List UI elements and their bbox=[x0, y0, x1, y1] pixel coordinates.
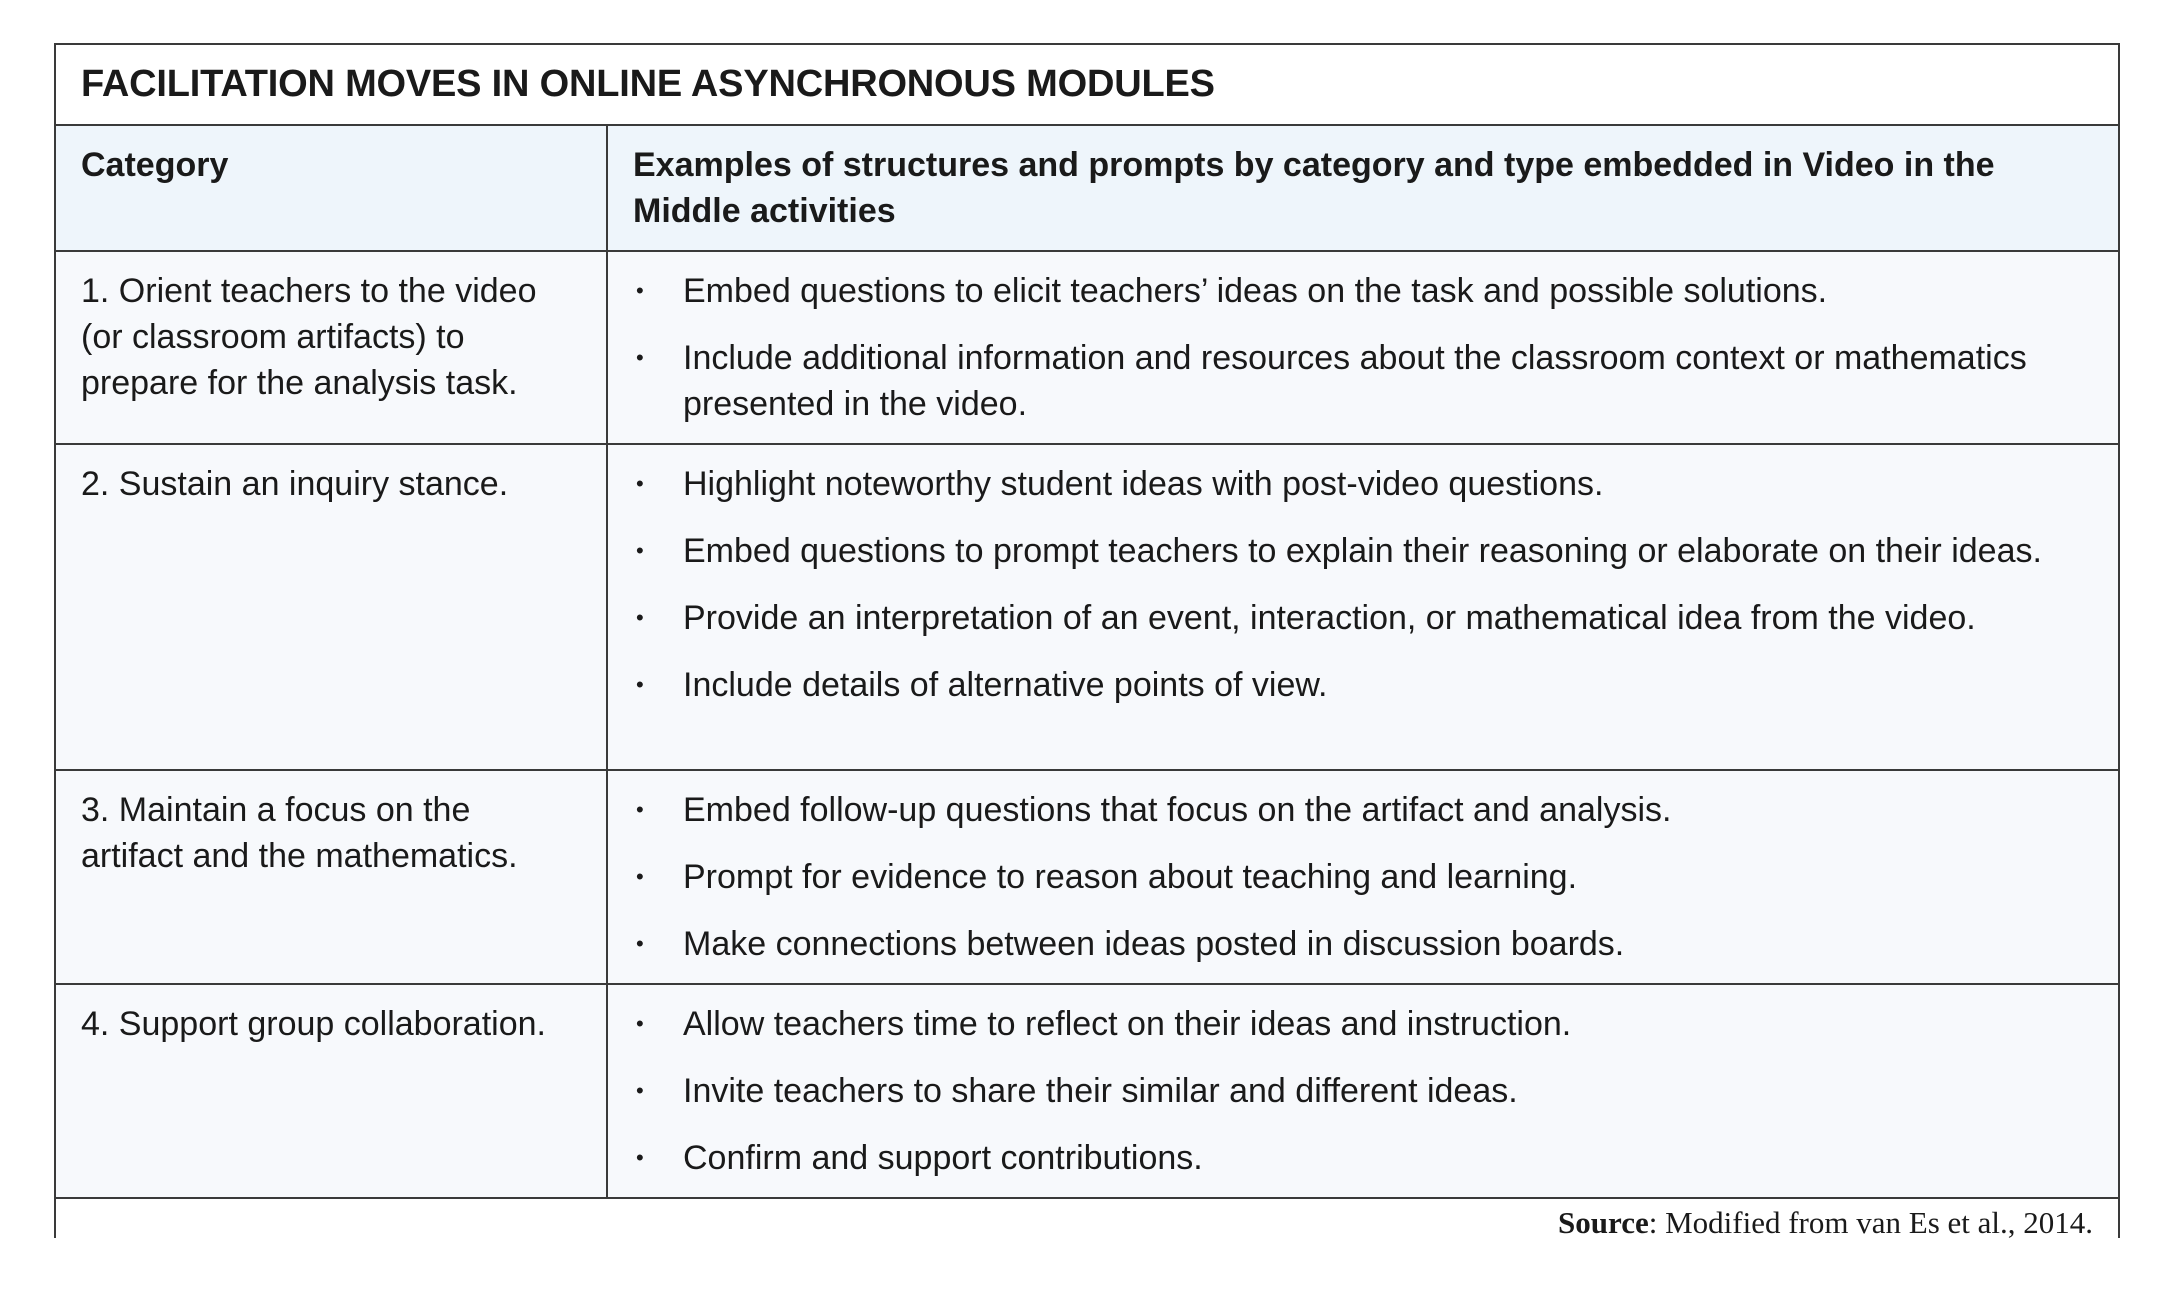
examples-list bbox=[633, 1001, 2098, 1181]
list-item bbox=[633, 461, 2098, 507]
header-category: Category bbox=[56, 126, 607, 251]
source-label: Source bbox=[1558, 1204, 1649, 1240]
list-item bbox=[633, 335, 2098, 427]
bullet-icon: • bbox=[636, 797, 644, 822]
list-item-text: Embed questions to prompt teachers to explain their reasoning or elaborate on their ideas. bbox=[683, 532, 2042, 570]
bullet-icon: • bbox=[636, 931, 644, 956]
bullet-icon: • bbox=[636, 1011, 644, 1036]
bullet-icon: • bbox=[636, 471, 644, 496]
list-item-text: Include details of alternative points of view. bbox=[683, 666, 1328, 704]
list-item bbox=[633, 595, 2098, 641]
list-item-text: Provide an interpretation of an event, interaction, or mathematical idea from the video. bbox=[683, 599, 1976, 637]
source-note bbox=[56, 1199, 2118, 1246]
examples-cell bbox=[607, 770, 2118, 984]
list-item bbox=[633, 662, 2098, 708]
category-cell: 1. Orient teachers to the video (or classroom artifacts) to prepare for the analysis task. bbox=[56, 251, 607, 444]
header-examples: Examples of structures and prompts by category and type embedded in Video in the Middle activities bbox=[607, 126, 2118, 251]
list-item bbox=[633, 787, 2098, 833]
list-item bbox=[633, 268, 2098, 314]
list-item-text: Make connections between ideas posted in discussion boards. bbox=[683, 925, 1625, 963]
bullet-icon: • bbox=[636, 538, 644, 563]
bullet-icon: • bbox=[636, 345, 644, 370]
table-frame bbox=[54, 43, 2120, 1238]
list-item-text: Embed follow-up questions that focus on the artifact and analysis. bbox=[683, 791, 1672, 829]
list-item bbox=[633, 528, 2098, 574]
list-item-text: Embed questions to elicit teachers’ ideas on the task and possible solutions. bbox=[683, 272, 1828, 310]
list-item bbox=[633, 1068, 2098, 1114]
facilitation-table bbox=[56, 126, 2118, 1199]
header-row bbox=[56, 126, 2118, 251]
list-item bbox=[633, 1135, 2098, 1181]
bullet-icon: • bbox=[636, 278, 644, 303]
table-row bbox=[56, 251, 2118, 444]
table-row bbox=[56, 444, 2118, 770]
source-text: : Modified from van Es et al., 2014. bbox=[1648, 1204, 2093, 1240]
table-title: FACILITATION MOVES IN ONLINE ASYNCHRONOUS MODULES bbox=[56, 45, 2118, 126]
category-cell: 2. Sustain an inquiry stance. bbox=[56, 444, 607, 770]
list-item-text: Allow teachers time to reflect on their ideas and instruction. bbox=[683, 1005, 1572, 1043]
examples-cell bbox=[607, 444, 2118, 770]
list-item-text: Include additional information and resources about the classroom context or mathematics presented in the video. bbox=[683, 339, 2027, 423]
examples-list bbox=[633, 268, 2098, 427]
examples-list bbox=[633, 461, 2098, 708]
examples-cell bbox=[607, 984, 2118, 1198]
list-item-text: Confirm and support contributions. bbox=[683, 1139, 1203, 1177]
examples-cell bbox=[607, 251, 2118, 444]
bullet-icon: • bbox=[636, 605, 644, 630]
bullet-icon: • bbox=[636, 672, 644, 697]
category-cell: 3. Maintain a focus on the artifact and the mathematics. bbox=[56, 770, 607, 984]
bullet-icon: • bbox=[636, 864, 644, 889]
list-item-text: Invite teachers to share their similar and different ideas. bbox=[683, 1072, 1518, 1110]
category-cell: 4. Support group collaboration. bbox=[56, 984, 607, 1198]
bullet-icon: • bbox=[636, 1078, 644, 1103]
list-item-text: Highlight noteworthy student ideas with post-video questions. bbox=[683, 465, 1604, 503]
list-item bbox=[633, 1001, 2098, 1047]
list-item bbox=[633, 854, 2098, 900]
table-row bbox=[56, 770, 2118, 984]
table-row bbox=[56, 984, 2118, 1198]
examples-list bbox=[633, 787, 2098, 967]
bullet-icon: • bbox=[636, 1145, 644, 1170]
list-item-text: Prompt for evidence to reason about teaching and learning. bbox=[683, 858, 1578, 896]
list-item bbox=[633, 921, 2098, 967]
